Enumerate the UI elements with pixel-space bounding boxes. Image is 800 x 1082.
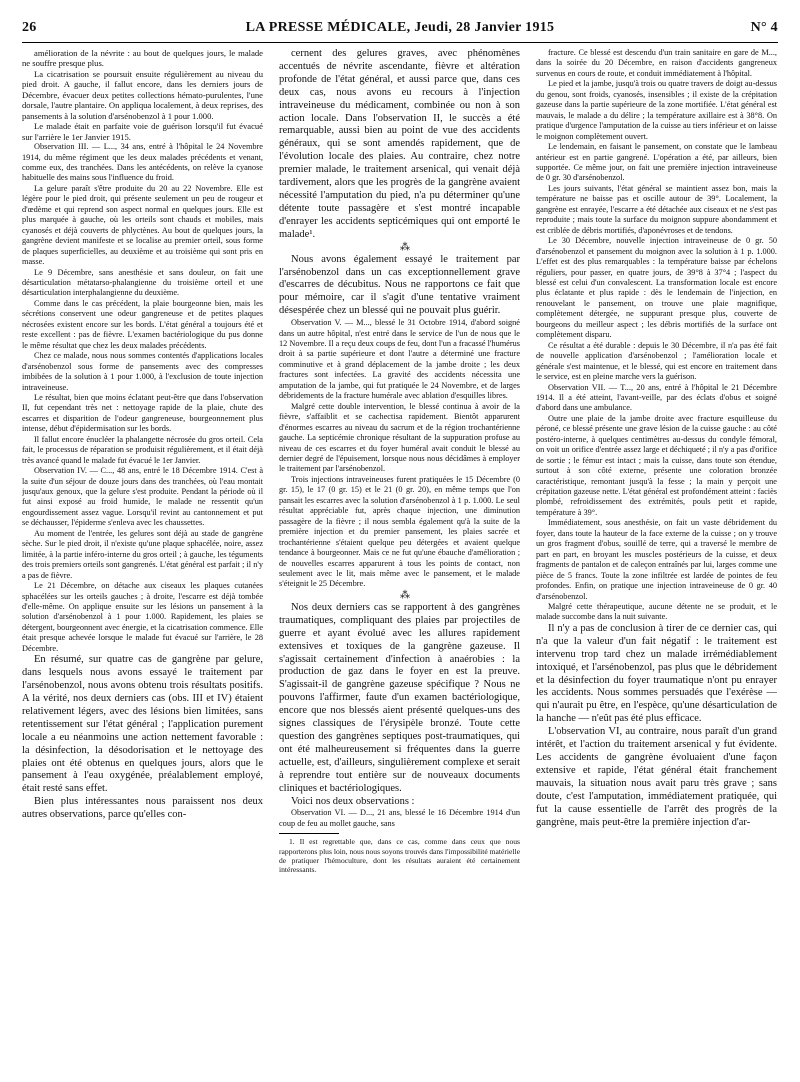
observation-paragraph: Le 21 Décembre, on détache aux ciseaux les plaques cutanées sphacélées sur les orteils gauches ; à droite, l'escarre est déjà tombée d'elle-même. On applique ensuite sur les lésions un pansement à la solution d'arsénobenzol à 1 pour 1.000. Rapidement, les plaies se détergent, bourgeonnent avec énergie, et la cicatrisation commence. Elle était presque achevée lorsque le malade fut évacué sur l'arrière, le 28 Décembre. (22, 581, 263, 653)
observation-paragraph: Trois injections intraveineuses furent pratiquées le 15 Décembre (0 gr. 15), le 17 (0 gr. 15) et le 21 (0 gr. 20), en même temps que l'on pansait les escarres avec la solution d'arsénobenzol à 1 p. 1.000. Le seul résultat appréciable fut, après chaque injection, une diminution passagère de la fièvre ; il nous sembla également qu'à la suite de la première injection et du premier pansement, les plaies sacrée et trochantérienne s'étaient quelque peu détergées et avaient quelque tendance à bourgeonner. Mais ce ne fut qu'une ébauche d'amélioration ; de nouvelles escarres apparurent à tous les points de contact, non seulement avec le lit, mais même avec le pansement, et le malade s'éteignit le 25 Décembre. (279, 474, 520, 589)
observation-paragraph: Le 9 Décembre, sans anesthésie et sans douleur, on fait une désarticulation métatarso-phalangienne du troisième orteil et une désarticulation interphalangienne du deuxième. (22, 267, 263, 298)
observation-paragraph: Ce résultat a été durable : depuis le 30 Décembre, il n'a pas été fait de nouvelle application d'arsénobenzol ; l'amélioration locale et générale s'est maintenue, et le blessé, qui est encore en traitement dans le service, est en pleine marche vers la guérison. (536, 340, 777, 382)
section-separator: ⁂ (400, 589, 411, 601)
page-number: 26 (22, 20, 37, 35)
footnote: 1. Il est regrettable que, dans ce cas, comme dans ceux que nous rapporterons plus loin, nous nous soyons trouvés dans l'impossibilité matérielle de pratiquer l'hémoculture, dont les résultats auraient été certainement intéressants. (279, 837, 520, 875)
observation-paragraph: Le lendemain, en faisant le pansement, on constate que le lambeau antérieur est en partie gangrené. L'opération a été, par ailleurs, bien supportée. Ce même jour, on fait une première injection intraveineuse de 0 gr. 30 d'arsénobenzol. (536, 142, 777, 183)
observation-paragraph: La gelure paraît s'être produite du 20 au 22 Novembre. Elle est légère pour le pied droit, qui présente seulement un peu de rougeur et d'œdème et qui reprend son aspect normal en quelques jours. Elle est plus marquée à gauche, où les orteils sont chauds et mobiles, mais cyanosés et déjà couverts de phlyctènes. Au bout de quelques jours, la gangrène devient manifeste et se localise au premier orteil, sous forme de plaques superficielles, au deuxième et au troisième qui sont pris en masse. (22, 183, 263, 267)
observation-paragraph: Le 30 Décembre, nouvelle injection intraveineuse de 0 gr. 50 d'arsénobenzol et pansement du moignon avec la solution à 1 p. 1.000. L'effet est des plus remarquables : la température baisse par échelons réguliers, pour passer, en quatre jours, de 39°8 à 37°4 ; l'aspect du blessé est celui d'un convalescent. La transformation locale est encore plus éclatante et plus rapide : dès le lendemain de l'injection, en renouvelant le pansement, on trouve une plaie magnifique, complètement détergée, ne suppurant presque plus, couverte de bourgeons du meilleur aspect ; les débris mortifiés de la surface ont complètement disparu. (536, 236, 777, 340)
observation-paragraph: Il fallut encore énucléer la phalangette nécrosée du gros orteil. Cela fait, le processus de réparation se produisit régulièrement, et il était déjà très avancé quand le malade fut évacué le 1er Janvier. (22, 434, 263, 465)
body-paragraph: Nos deux derniers cas se rapportent à des gangrènes traumatiques, compliquant des plaies par projectiles de guerre et ayant évolué avec les allures rapidement extensives et toxiques de la gangrène gazeuse. Il s'agissait certainement d'infection à anaérobies : la production de gaz dans le foyer en est la preuve. S'agissait-il de gangrène gazeuse spécifique ? Nous ne pouvons l'affirmer, faute d'un examen bactériologique, encore que nos blessés aient présenté quelques-uns des signes classiques de l'érysipèle bronzé. Toute cette question des gangrènes septiques post-traumatiques, qui ont été malheureusement si fréquentes dans la guerre actuelle, est, d'ailleurs, singulièrement complexe et serait à reprendre tout entière sur de nouveaux documents cliniques et bactériologiques. (279, 601, 520, 794)
observation-paragraph: Observation III. — L..., 34 ans, entré à l'hôpital le 24 Novembre 1914, du même régiment que les deux malades précédents et venant, comme eux, des tranchées. Dans les antécédents, on relève la cyanose habituelle des mains sous l'influence du froid. (22, 142, 263, 183)
body-paragraph: amélioration de la névrite : au bout de quelques jours, le malade ne souffre presque plus. (22, 48, 263, 69)
observation-paragraph: Le résultat, bien que moins éclatant peut-être que dans l'observation II, fut cependant très net : nettoyage rapide de la plaie, chute des escarres et disparition de l'odeur gangreneuse, bourgeonnement plus intense, début d'épidermisation sur les bords. (22, 392, 263, 434)
body-paragraph: Nous avons également essayé le traitement par l'arsénobenzol dans un cas exceptionnellement grave d'escarres de décubitus. Nous ne rapportons ce fait que pour mémoire, car il s'agit d'une tentative vraiment désespérée chez un blessé qui ne pouvait plus guérir. (279, 253, 520, 317)
column-1 (22, 48, 263, 1073)
issue-number: N° 4 (750, 20, 778, 35)
observation-paragraph: Observation VI. — D..., 21 ans, blessé le 16 Décembre 1914 d'un coup de feu au mollet gauche, sans (279, 808, 520, 828)
footnote-rule (279, 833, 339, 834)
column-3 (536, 48, 777, 1073)
observation-paragraph: Malgré cette double intervention, le blessé continua à avoir de la fièvre, s'affaiblit et se cachectisa rapidement. Bientôt apparurent d'énormes escarres au niveau du sacrum et de la région trochantérienne gauche. La septicémie chronique résultant de la suppuration profuse au niveau de ces escarres et du foyer huméral avait conduit le blessé au dernier degré de l'épuisement, lorsque nous nous décidâmes à employer le traitement par l'arsénobenzol. (279, 401, 520, 474)
body-paragraph: Il n'y a pas de conclusion à tirer de ce dernier cas, qui n'a que la valeur d'un fait négatif : le traitement est intervenu trop tard chez un malade irrémédiablement intoxiqué, et l'arsénobenzol, pas plus que le débridement et la désinfection du foyer traumatique n'ont pu enrayer les accidents. Nous sommes persuadés que l'exérèse — qui n'aurait pu être, en l'espèce, qu'une désarticulation de la hanche — n'eût pas été plus efficace. (536, 622, 777, 725)
body-paragraph: Le malade était en parfaite voie de guérison lorsqu'il fut évacué sur l'arrière le 1er Janvier 1915. (22, 121, 263, 142)
body-paragraph: L'observation VI, au contraire, nous paraît d'un grand intérêt, et l'action du traitement arsenical y fut évidente. Les accidents de gangrène évoluaient d'une façon extensive et rapide, l'état général était franchement mauvais, la situation nous avait paru très grave ; sans doute, c'est l'amputation, immédiatement pratiquée, qui fut la cause essentielle de l'arrêt des progrès de la gangrène, mais peut-être la première injection d'ar- (536, 726, 777, 828)
column-2 (279, 48, 520, 1073)
observation-paragraph: fracture. Ce blessé est descendu d'un train sanitaire en gare de M..., dans la soirée du 20 Décembre, en raison d'accidents gangreneux survenus en cours de route, et conduit immédiatement à l'hôpital. (536, 48, 777, 78)
observation-paragraph: Le pied et la jambe, jusqu'à trois ou quatre travers de doigt au-dessus du genou, sont froids, cyanosés, insensibles ; il existe de la crépitation gazeuse dans la partie supérieure de la zone mortifiée. L'état général est mauvais, le malade a du délire ; la température axillaire est à 38°8. On pratique d'urgence l'amputation de la cuisse au tiers inférieur et on laisse le moignon complètement ouvert. (536, 79, 777, 141)
page-header (22, 20, 778, 38)
body-paragraph: cernent des gelures graves, avec phénomènes accentués de névrite ascendante, fièvre et altération profonde de l'état général, et aussi parce que, dans ces deux cas, nous avons eu recours à l'injection intraveineuse du médicament, combinée ou non à son action locale. Dans l'observation II, le succès a été remarquable, aussi bien au point de vue des accidents généraux, qui se sont amendés rapidement, que de l'évolution locale des plaies. Au contraire, chez notre premier malade, le traitement arsenical, qui venait déjà tardivement, alors que les progrès de la gangrène avaient nécessité l'amputation du pied, n'a pu déterminer qu'une détente toute passagère et s'est montré incapable d'enrayer les accidents septicémiques qui ont emporté le malade¹. (279, 48, 520, 240)
observation-paragraph: Chez ce malade, nous nous sommes contentés d'applications locales d'arsénobenzol sous forme de pansements avec des compresses imbibées de la solution à 1 pour 1.000, à l'exclusion de toute injection intraveineuse. (22, 351, 263, 392)
body-paragraph: La cicatrisation se poursuit ensuite régulièrement au niveau du pied droit. A gauche, il fallut encore, dans les derniers jours de Décembre, évacuer deux petites collections hémato-purulentes, l'une dorsale, l'autre plantaire. On appliqua localement, à deux reprises, des pansements à la solution d'arsénobenzol à 1 pour 1.000. (22, 68, 263, 121)
header-rule (22, 42, 778, 43)
observation-paragraph: Malgré cette thérapeutique, aucune détente ne se produit, et le malade succombe dans la nuit suivante. (536, 602, 777, 622)
body-paragraph: Voici nos deux observations : (291, 795, 415, 807)
observation-paragraph: Observation IV. — C..., 48 ans, entré le 18 Décembre 1914. C'est à la suite d'un séjour de douze jours dans des tranchées, où l'eau montait jusqu'aux genoux, que la gelure s'est produite. Pendant la période où il fut ainsi exposé au froid humide, le malade ne ressentit qu'un engourdissement assez vague. Lorsqu'il revint au cantonnement et put se déchausser, l'épiderme s'enleva avec les chaussettes. (22, 466, 263, 528)
section-separator: ⁂ (400, 241, 411, 253)
observation-paragraph: Les jours suivants, l'état général se maintient assez bon, mais la température ne baisse pas et oscille autour de 39°. Localement, la gangrène est enrayée, l'escarre a été détachée aux ciseaux et ne s'est pas reproduite ; mais toute la surface du moignon suppure abondamment et est criblée de débris mortifiés, d'aponévroses et de tendons. (536, 183, 777, 235)
observation-paragraph: Outre une plaie de la jambe droite avec fracture esquilleuse du péroné, ce blessé présente une grave lésion de la cuisse gauche : au côté postéro-interne, à quelques centimètres au-dessus du condyle fémoral, on voit un orifice d'entrée assez large et déchiqueté ; il n'y a pas d'orifice de sortie ; le fémur est intact ; mais la cuisse, dans toute son étendue, surtout à son côté externe, présente une coloration bronzée caractéristique, remontant jusqu'à la fesse ; la main y perçoit une crépitation gazeuse nette. L'état général est profondément atteint : faciès plombé, refroidissement des extrémités, pouls petit et rapide, température à 39°. (536, 413, 777, 517)
observation-paragraph: Comme dans le cas précédent, la plaie bourgeonne bien, mais les sécrétions conservent une odeur gangreneuse et de petites plaques nécrosées existent encore sur les bords. L'état général a toujours été et reste excellent : pas de fièvre. L'examen bactériologique du pus donne le même résultat que chez les deux malades précédents. (22, 298, 263, 350)
observation-paragraph: Observation VII. — T..., 20 ans, entré à l'hôpital le 21 Décembre 1914. Il a été atteint, l'avant-veille, par des éclats d'obus et soigné d'abord dans une ambulance. (536, 382, 777, 413)
observation-paragraph: Immédiatement, sous anesthésie, on fait un vaste débridement du foyer, dans toute la hauteur de la face externe de la cuisse ; on y trouve un gros fragment d'obus, souillé de terre, qui a traversé le membre de part en part, en broyant les muscles postérieurs de la cuisse, et deux fragments de pantalon et de caleçon entraînés par lui, larges comme une pièce de 5 francs. Toute la zone infiltrée est lardée de pointes de feu profondes. Enfin, on pratique une injection intraveineuse de 0 gr. 40 d'arsénobenzol. (536, 518, 777, 601)
observation-paragraph: Observation V. — M..., blessé le 31 Octobre 1914, d'abord soigné dans un autre hôpital, n'est entré dans le service de l'un de nous que le 12 Novembre. Il a reçu deux coups de feu, dont l'un a fracassé l'humérus droit à sa partie supérieure et dont l'autre a déterminé une fracture comminutive et à grand déplacement de la jambe droite ; les deux fractures sont infectées. La gravité des accidents nécessita une amputation de la jambe, qui fut pratiquée le 24 Novembre, et de larges débridements de la fracture humérale avec ablation d'esquilles libres. (279, 318, 520, 401)
journal-title: LA PRESSE MÉDICALE, Jeudi, 28 Janvier 1915 (245, 20, 555, 35)
body-paragraph: Bien plus intéressantes nous paraissent nos deux autres observations, parce qu'elles con- (22, 796, 263, 821)
body-paragraph: En résumé, sur quatre cas de gangrène par gelure, dans lesquels nous avons essayé le traitement par l'arsénobenzol, nous avons obtenu trois résultats positifs. A la vérité, nos deux derniers cas (obs. III et IV) étaient relativement légers, avec des lésions bien limitées, sans retentissement sur l'état général ; l'application purement locale a eu néanmoins une action nettement favorable : la désinfection, la désodorisation et le nettoyage des plaies ont été obtenus en quelques jours, alors que le pansement à l'eau oxygénée, préalablement employé, était resté sans effet. (22, 654, 263, 795)
observation-paragraph: Au moment de l'entrée, les gelures sont déjà au stade de gangrène sèche. Sur le pied droit, il n'existe qu'une plaque sphacélée, noire, assez limitée, à la partie inféro-interne du gros orteil ; à gauche, les téguments des trois premiers orteils sont gangrenés. L'état général est parfait ; il n'y a pas de fièvre. (22, 528, 263, 580)
